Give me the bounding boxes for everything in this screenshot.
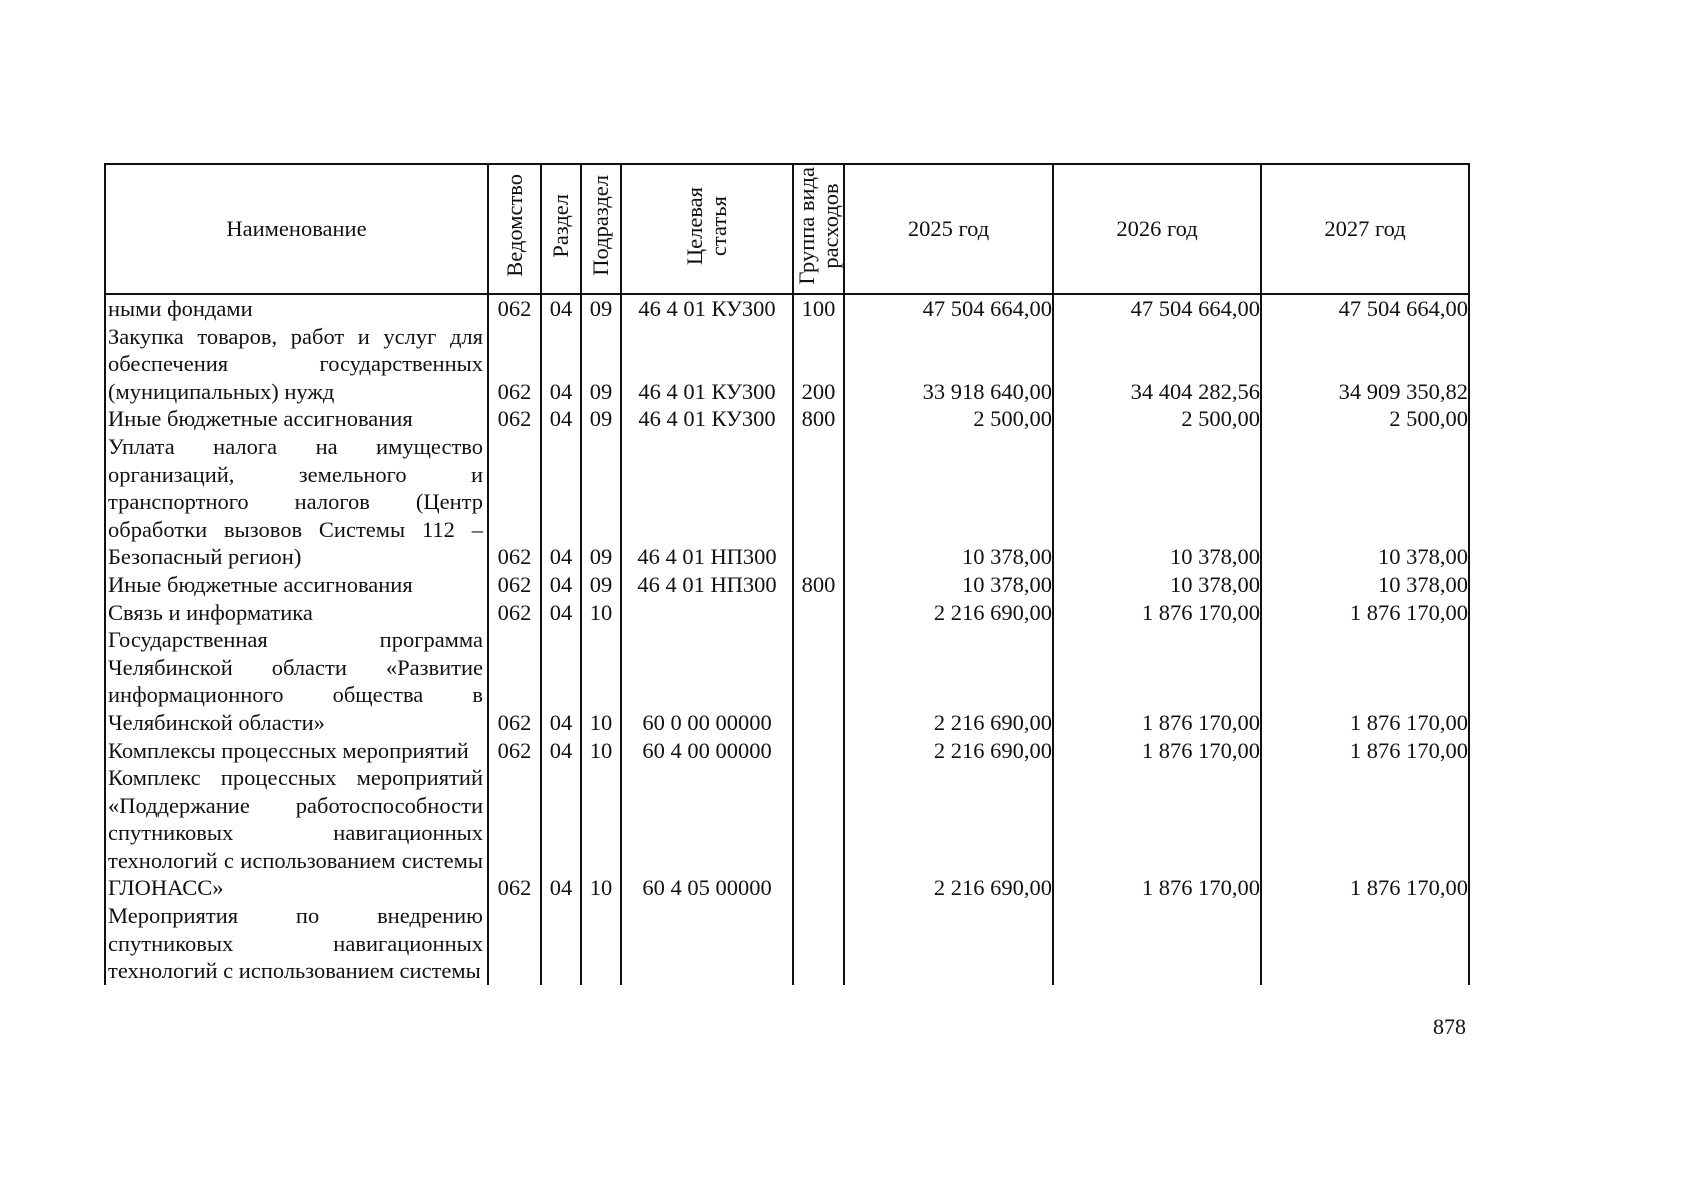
row-department: 062: [488, 571, 541, 599]
row-amount-2025: 2 216 690,00: [844, 599, 1053, 627]
header-section: [541, 164, 581, 294]
header-target-article-line1: Целевая: [682, 186, 707, 265]
table-body: [105, 294, 1469, 985]
row-subsection: 10: [581, 737, 621, 765]
row-department: 062: [488, 737, 541, 765]
row-expense-group: 200: [793, 323, 844, 406]
row-subsection: 10: [581, 764, 621, 902]
header-target-article: [621, 164, 793, 294]
table-row: [105, 902, 1469, 985]
row-amount-2027: 1 876 170,00: [1261, 599, 1469, 627]
row-subsection: 09: [581, 323, 621, 406]
row-target-article: 46 4 01 НП300: [621, 571, 793, 599]
row-name: Государственная программа Челябинской области «Развитие информационного общества в Челябинской области»: [105, 626, 488, 736]
row-section: 04: [541, 405, 581, 433]
header-expense-group-line2: расходов: [817, 183, 843, 269]
row-target-article: 60 4 05 00000: [621, 764, 793, 902]
row-department: 062: [488, 599, 541, 627]
row-name: Иные бюджетные ассигнования: [105, 571, 488, 599]
row-expense-group: 800: [793, 405, 844, 433]
row-subsection: 09: [581, 433, 621, 571]
row-section: 04: [541, 323, 581, 406]
row-amount-2025: 33 918 640,00: [844, 323, 1053, 406]
table-row: [105, 405, 1469, 433]
row-name: Комплекс процессных мероприятий «Поддержание работоспособности спутниковых навигационных технологий с использованием системы ГЛОНАСС»: [105, 764, 488, 902]
row-amount-2025: 2 216 690,00: [844, 626, 1053, 736]
row-subsection: 10: [581, 599, 621, 627]
row-department: 062: [488, 626, 541, 736]
row-target-article: 60 4 00 00000: [621, 737, 793, 765]
row-target-article: [621, 599, 793, 627]
row-amount-2026: 47 504 664,00: [1053, 294, 1261, 323]
row-amount-2025: 10 378,00: [844, 571, 1053, 599]
header-subsection-label: Подраздел: [588, 175, 613, 277]
header-subsection: [581, 164, 621, 294]
row-amount-2026: 2 500,00: [1053, 405, 1261, 433]
table-row: [105, 323, 1469, 406]
header-expense-group-line1: Группа вида: [793, 166, 819, 285]
row-target-article: 46 4 01 КУ300: [621, 294, 793, 323]
row-amount-2026: 10 378,00: [1053, 433, 1261, 571]
row-department: 062: [488, 764, 541, 902]
row-name: Мероприятия по внедрению спутниковых навигационных технологий с использованием системы: [105, 902, 488, 985]
table-row: [105, 764, 1469, 902]
row-name: Иные бюджетные ассигнования: [105, 405, 488, 433]
table-row: [105, 571, 1469, 599]
row-amount-2026: 1 876 170,00: [1053, 737, 1261, 765]
row-department: 062: [488, 294, 541, 323]
row-amount-2026: 1 876 170,00: [1053, 626, 1261, 736]
row-amount-2026: 1 876 170,00: [1053, 764, 1261, 902]
row-department: [488, 902, 541, 985]
table-row: [105, 294, 1469, 323]
row-expense-group: [793, 433, 844, 571]
table-row: [105, 599, 1469, 627]
row-amount-2025: [844, 902, 1053, 985]
row-amount-2025: 2 500,00: [844, 405, 1053, 433]
header-name: Наименование: [105, 164, 488, 294]
row-amount-2027: 34 909 350,82: [1261, 323, 1469, 406]
header-department-label: Ведомство: [501, 174, 527, 278]
row-subsection: 09: [581, 571, 621, 599]
table-row: [105, 433, 1469, 571]
table-row: [105, 737, 1469, 765]
row-department: 062: [488, 323, 541, 406]
header-section-label: Раздел: [548, 193, 573, 258]
row-amount-2027: 10 378,00: [1261, 433, 1469, 571]
page-number: 878: [1433, 1014, 1466, 1039]
table-header-row: [105, 164, 1469, 294]
row-subsection: 10: [581, 626, 621, 736]
row-amount-2027: 1 876 170,00: [1261, 626, 1469, 736]
row-expense-group: [793, 626, 844, 736]
row-name: Уплата налога на имущество организаций, земельного и транспортного налогов (Центр обработки вызовов Системы 112 – Безопасный регион): [105, 433, 488, 571]
row-amount-2027: 1 876 170,00: [1261, 764, 1469, 902]
row-expense-group: 800: [793, 571, 844, 599]
row-amount-2027: 47 504 664,00: [1261, 294, 1469, 323]
row-subsection: 09: [581, 405, 621, 433]
row-target-article: 46 4 01 КУ300: [621, 405, 793, 433]
row-target-article: [621, 902, 793, 985]
row-expense-group: [793, 902, 844, 985]
row-amount-2027: 10 378,00: [1261, 571, 1469, 599]
row-section: 04: [541, 764, 581, 902]
row-department: 062: [488, 405, 541, 433]
row-section: 04: [541, 294, 581, 323]
row-name: ными фондами: [105, 294, 488, 323]
header-year-2026: 2026 год: [1053, 164, 1261, 294]
row-section: 04: [541, 737, 581, 765]
row-amount-2027: [1261, 902, 1469, 985]
row-name: Связь и информатика: [105, 599, 488, 627]
row-amount-2025: 2 216 690,00: [844, 737, 1053, 765]
row-target-article: 46 4 01 НП300: [621, 433, 793, 571]
row-amount-2026: 10 378,00: [1053, 571, 1261, 599]
header-target-article-label: [683, 187, 731, 265]
header-year-2027: 2027 год: [1261, 164, 1469, 294]
budget-table: [104, 163, 1470, 985]
header-department: [488, 164, 541, 294]
row-section: 04: [541, 571, 581, 599]
row-section: 04: [541, 433, 581, 571]
row-expense-group: [793, 737, 844, 765]
row-section: 04: [541, 626, 581, 736]
row-expense-group: [793, 764, 844, 902]
row-expense-group: 100: [793, 294, 844, 323]
header-expense-group-label: [795, 167, 843, 285]
row-section: 04: [541, 599, 581, 627]
row-amount-2025: 2 216 690,00: [844, 764, 1053, 902]
row-amount-2026: [1053, 902, 1261, 985]
row-name: Закупка товаров, работ и услуг для обеспечения государственных (муниципальных) нужд: [105, 323, 488, 406]
row-amount-2026: 1 876 170,00: [1053, 599, 1261, 627]
row-amount-2025: 47 504 664,00: [844, 294, 1053, 323]
row-amount-2027: 2 500,00: [1261, 405, 1469, 433]
row-subsection: 09: [581, 294, 621, 323]
table-row: [105, 626, 1469, 736]
row-section: [541, 902, 581, 985]
row-amount-2027: 1 876 170,00: [1261, 737, 1469, 765]
header-expense-group: [793, 164, 844, 294]
row-amount-2025: 10 378,00: [844, 433, 1053, 571]
header-year-2025: 2025 год: [844, 164, 1053, 294]
row-target-article: 46 4 01 КУ300: [621, 323, 793, 406]
row-department: 062: [488, 433, 541, 571]
row-target-article: 60 0 00 00000: [621, 626, 793, 736]
row-expense-group: [793, 599, 844, 627]
row-name: Комплексы процессных мероприятий: [105, 737, 488, 765]
header-target-article-line2: статья: [706, 195, 731, 256]
row-subsection: [581, 902, 621, 985]
row-amount-2026: 34 404 282,56: [1053, 323, 1261, 406]
